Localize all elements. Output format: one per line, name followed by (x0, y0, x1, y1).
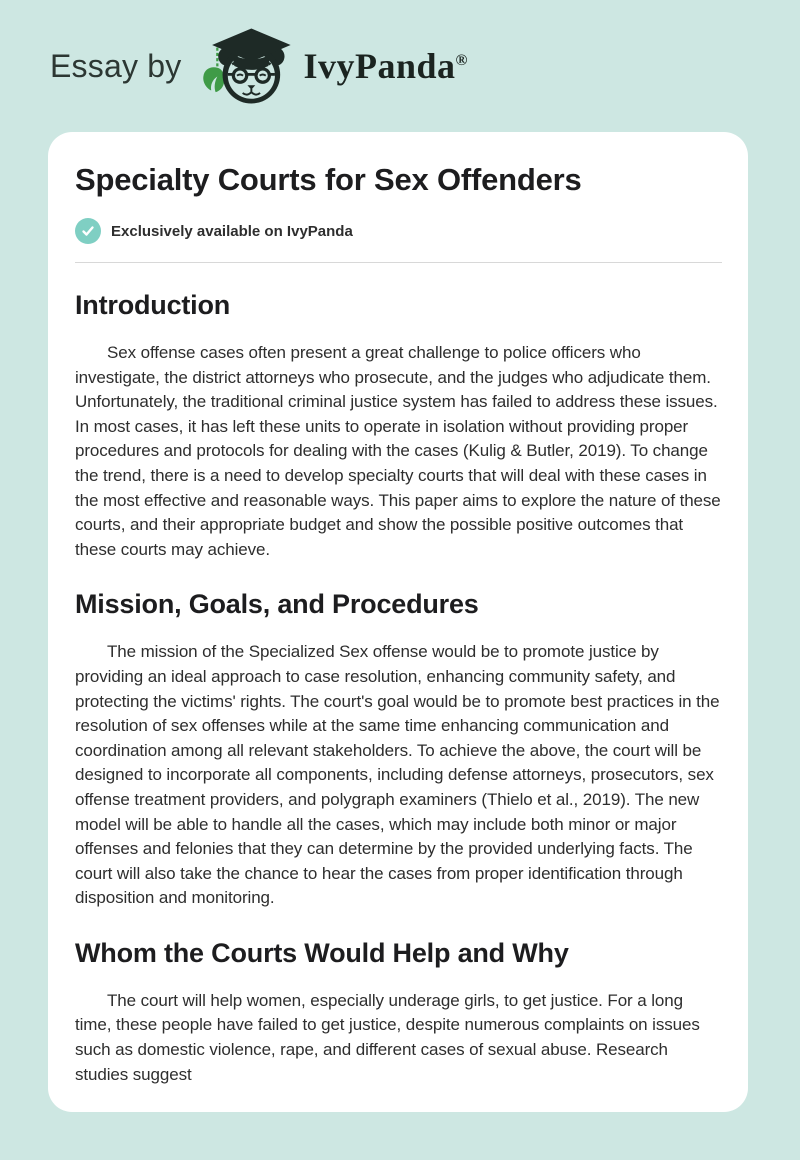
section-heading: Whom the Courts Would Help and Why (75, 937, 569, 968)
section-introduction (75, 289, 722, 562)
site-header (0, 0, 800, 132)
check-icon (75, 218, 101, 244)
essay-card (48, 132, 748, 1112)
paragraph: Sex offense cases often present a great challenge to police officers who investigate, the district attorneys who prosecute, and the judges who adjudicate them. Unfortunately, the traditional criminal justice system has failed to address these issues. In most cases, it has left these units to operate in isolation without providing proper procedures and protocols for dealing with the cases (Kulig & Butler, 2019). To change the trend, there is a need to develop specialty courts that will deal with these cases in the most effective and reasonable ways. This paper aims to explore the nature of these courts, and their appropriate budget and show the possible positive outcomes that these courts may achieve. (75, 343, 721, 559)
section-mission-goals-procedures (75, 588, 722, 911)
paragraph: The court will help women, especially underage girls, to get justice. For a long time, these people have failed to get justice, despite numerous complaints on issues such as domestic violence, rape, and different cases of sexual abuse. Research studies suggest (75, 990, 700, 1084)
registered-trademark: ® (455, 52, 468, 69)
panda-graduate-logo-icon (199, 24, 295, 108)
exclusive-badge (75, 218, 722, 244)
ivypanda-brand-link[interactable] (199, 24, 468, 108)
exclusive-badge-label: Exclusively available on IvyPanda (111, 222, 353, 240)
divider (75, 262, 722, 263)
essay-by-label: Essay by (50, 47, 182, 84)
section-heading: Mission, Goals, and Procedures (75, 589, 479, 620)
paragraph: The mission of the Specialized Sex offense would be to promote justice by providing an ideal approach to case resolution, enhancing community safety, and protecting the victims' rights. The court's goal would be to promote best practices in the resolution of sex offenses while at the same time enhancing communication and coordination among all relevant stakeholders. To achieve the above, the court will be designed to incorporate all components, including defense attorneys, prosecutors, sex offense treatment providers, and polygraph examiners (Thielo et al., 2019). The new model will be able to handle all the cases, which may include both minor or major offenses and felonies that they can determine by the provided underlying facts. The court will also take the chance to hear the cases from proper identification through disposition and monitoring. (75, 642, 720, 908)
section-whom-courts-help (75, 937, 722, 1087)
section-heading: Introduction (75, 290, 231, 320)
page-title: Specialty Courts for Sex Offenders (75, 162, 582, 197)
brand-wordmark: IvyPanda® (303, 46, 468, 86)
